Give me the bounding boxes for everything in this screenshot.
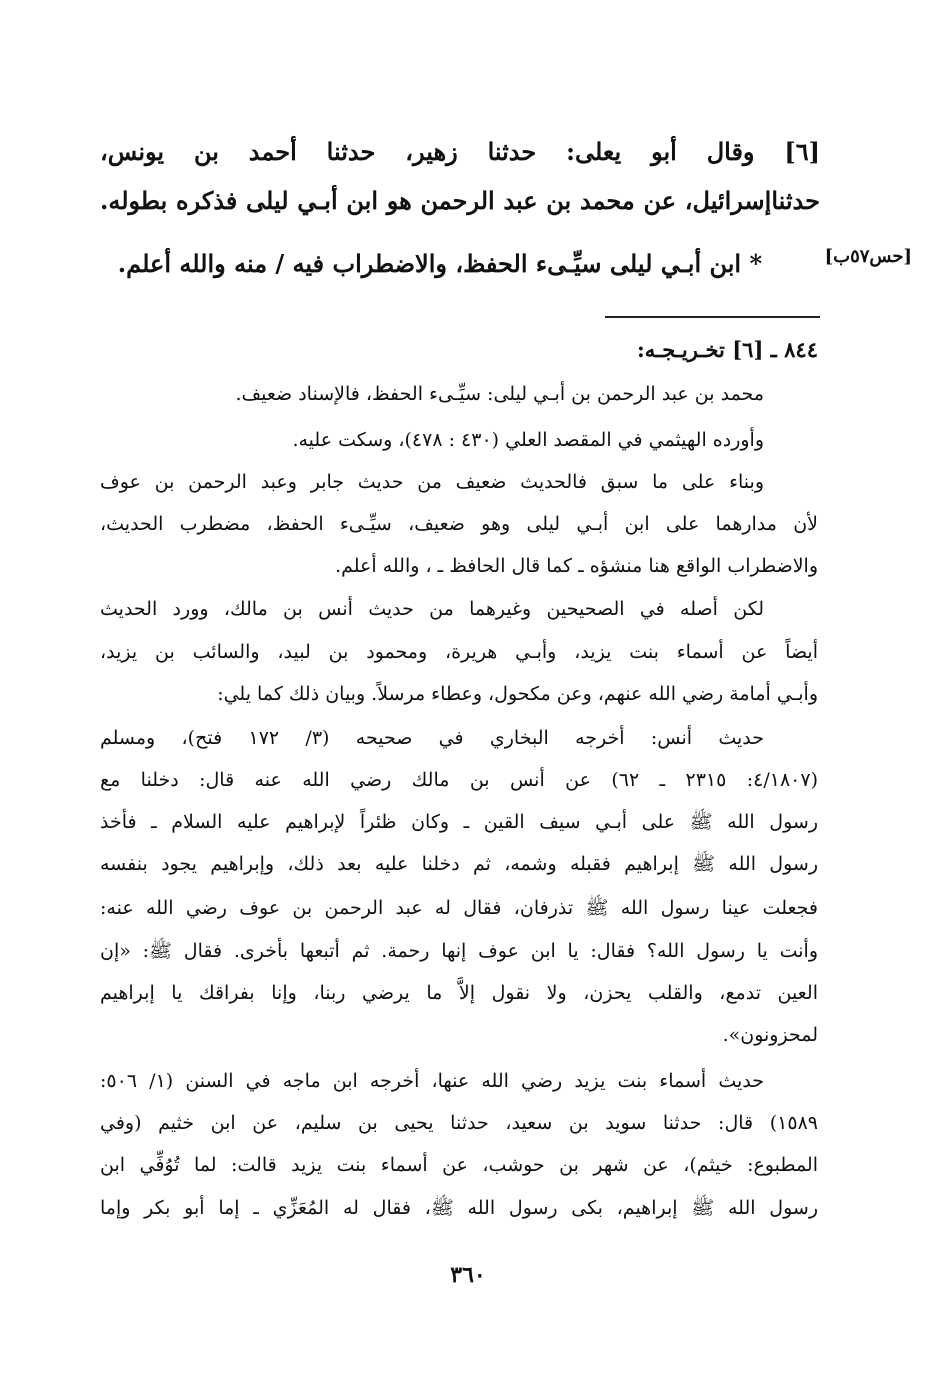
margin-note: [حس٥٧ب] [824, 246, 912, 267]
main-text-line: [٦] وقال أبو يعلى: حدثنا زهير، حدثنا أحمد بن يونس، [100, 137, 820, 166]
page-number: ٣٦٠ [450, 1262, 486, 1288]
takhrij-line: المطبوع: خيثم)، عن شهر بن حوشب، عن أسماء بنت يزيد قالت: لما تُوُفِّي ابن [100, 1154, 818, 1176]
takhrij-line: لكن أصله في الصحيحين وغيرهما من حديث أنس بن مالك، وورد الحديث [100, 598, 764, 620]
takhrij-line: العين تدمع، والقلب يحزن، ولا نقول إلاَّ ما يرضي ربنا، وإنا بفراقك يا إبراهيم [100, 982, 818, 1004]
takhrij-line: فجعلت عينا رسول الله ﷺ تذرفان، فقال له عبد الرحمن بن عوف رضي الله عنه: [100, 897, 818, 919]
takhrij-line: حديث أسماء بنت يزيد رضي الله عنها، أخرجه ابن ماجه في السنن (١/ ٥٠٦: [100, 1070, 764, 1092]
main-text-line: * ابن أبـي ليلى سيِّـىء الحفظ، والاضطراب فيه / منه والله أعلم. [117, 249, 762, 278]
takhrij-line: والاضطراب الواقع هنا منشؤه ـ كما قال الحافظ ـ ، والله أعلم. [335, 555, 818, 577]
takhrij-line: ١٥٨٩) قال: حدثنا سويد بن سعيد، حدثنا يحيى بن سليم، عن ابن خثيم (وفي [100, 1112, 818, 1134]
main-text-line: حدثناإسرائيل، عن محمد بن عبد الرحمن هو ابن أبـي ليلى فذكره بطوله. [100, 186, 820, 215]
takhrij-line: رسول الله ﷺ إبراهيم، بكى رسول الله ﷺ، فقال له المُعَزِّي ـ إما أبو بكر وإما [100, 1197, 818, 1219]
separator-rule [605, 316, 820, 318]
takhrij-line: رسول الله ﷺ على أبـي سيف القين ـ وكان ظئراً لإبراهيم عليه السلام ـ فأخذ [100, 811, 818, 833]
takhrij-line: لأن مدارهما على ابن أبـي ليلى وهو ضعيف، سيِّـىء الحفظ، مضطرب الحديث، [100, 513, 818, 535]
takhrij-heading: ٨٤٤ ـ [٦] تخـريـجـه: [637, 337, 818, 362]
takhrij-line: (٤/١٨٠٧: ٢٣١٥ ـ ٦٢) عن أنس بن مالك رضي الله عنه قال: دخلنا مع [100, 769, 818, 791]
takhrij-line: وبناء على ما سبق فالحديث ضعيف من حديث جابر وعبد الرحمن بن عوف [100, 471, 764, 493]
takhrij-line: لمحزونون». [722, 1024, 818, 1046]
takhrij-line: أيضاً عن أسماء بنت يزيد، وأبـي هريرة، ومحمود بن لبيد، والسائب بن يزيد، [100, 641, 818, 663]
takhrij-line: وأبـي أمامة رضي الله عنهم، وعن مكحول، وعطاء مرسلاً. وبيان ذلك كما يلي: [217, 683, 818, 705]
takhrij-line: رسول الله ﷺ إبراهيم فقبله وشمه، ثم دخلنا عليه بعد ذلك، وإبراهيم يجود بنفسه [100, 853, 818, 875]
takhrij-line: وأنت يا رسول الله؟ فقال: يا ابن عوف إنها رحمة. ثم أتبعها بأخرى. فقال ﷺ: «إن [100, 940, 818, 962]
takhrij-line: محمد بن عبد الرحمن بن أبـي ليلى: سيِّـىء الحفظ، فالإسناد ضعيف. [235, 383, 764, 405]
takhrij-line: حديث أنس: أخرجه البخاري في صحيحه (٣/ ١٧٢ فتح)، ومسلم [100, 727, 764, 749]
takhrij-line: وأورده الهيثمي في المقصد العلي (٤٣٠ : ٤٧٨)، وسكت عليه. [292, 429, 764, 451]
